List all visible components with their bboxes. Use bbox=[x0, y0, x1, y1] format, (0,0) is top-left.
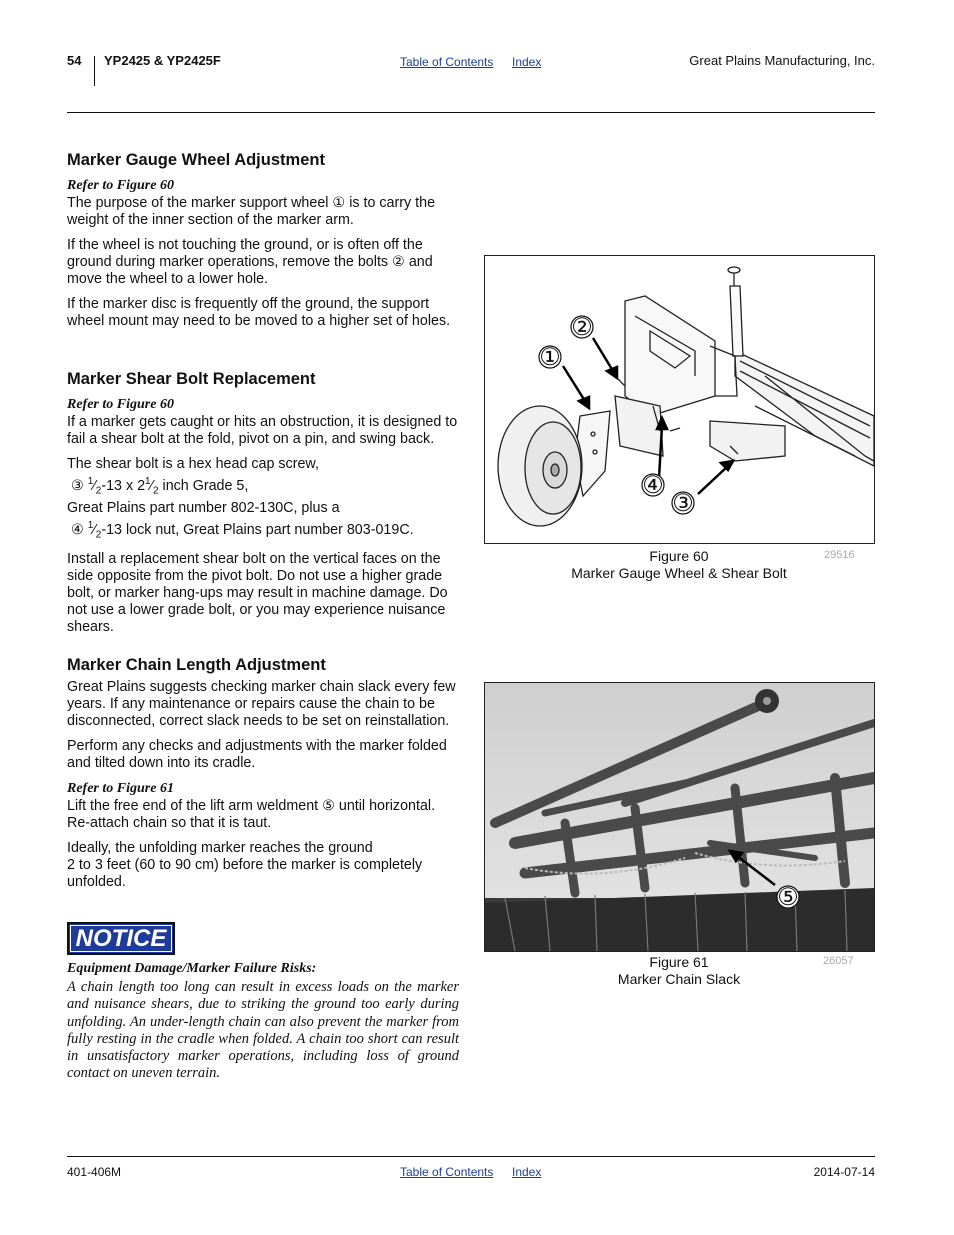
fraction-numerator: 1 bbox=[145, 476, 151, 487]
header-toc-link[interactable]: Table of Contents bbox=[400, 55, 494, 69]
paragraph bbox=[67, 840, 459, 891]
fraction-numerator: 1 bbox=[87, 519, 94, 531]
figure-60-image bbox=[484, 255, 875, 544]
gauge-wheel-illustration bbox=[485, 256, 874, 543]
chain-slack-photo bbox=[485, 683, 874, 951]
figure-60-id: 29516 bbox=[824, 549, 855, 561]
callout-1: ① bbox=[539, 344, 561, 371]
callout-4: ④ bbox=[642, 472, 664, 499]
paragraph-line: 2 to 3 feet (60 to 90 cm) before the marker is completely unfolded. bbox=[67, 857, 423, 890]
bolt-spec-line2: ③ $^1⁄_2-13$ x $2^1⁄_2$ inch Grade 5, bbox=[70, 476, 249, 497]
figure-reference: Refer to Figure 60 bbox=[67, 397, 174, 412]
doc-number: 401-406M bbox=[67, 1165, 122, 1179]
caption-number: Figure 61 bbox=[649, 954, 709, 970]
footer-toc-link[interactable]: Table of Contents bbox=[400, 1165, 494, 1179]
section-title: Marker Gauge Wheel Adjustment bbox=[67, 151, 325, 169]
section-title: Marker Chain Length Adjustment bbox=[67, 656, 326, 674]
callout-3-ref: ③ bbox=[70, 477, 84, 494]
paragraph: Install a replacement shear bolt on the vertical faces on the side opposite from the pivot bolt. Do not use a higher grade bolt, or marker hang-ups may result in machine damage. Do not use a lower grade bolt, or you may experience nuisance shears. bbox=[67, 551, 448, 636]
figure-reference: Refer to Figure 61 bbox=[67, 781, 174, 796]
company-name: Great Plains Manufacturing, Inc. bbox=[689, 53, 875, 68]
fraction-denominator: 2 bbox=[95, 485, 102, 497]
header-separator bbox=[94, 56, 95, 86]
notice-badge bbox=[67, 922, 175, 955]
fraction-denominator: 2 bbox=[152, 485, 159, 497]
paragraph: The purpose of the marker support wheel ① is to carry the weight of the inner section of the marker arm. bbox=[67, 195, 436, 228]
figure-61-id: 26057 bbox=[823, 955, 854, 967]
notice-label: NOTICE bbox=[75, 925, 167, 952]
bolt-spec-line3: Great Plains part number 802-130C, plus a bbox=[67, 499, 340, 516]
paragraph: If a marker gets caught or hits an obstruction, it is designed to fail a shear bolt at the fold, pivot on a pin, and swing back. bbox=[67, 414, 458, 447]
callout-2: ② bbox=[571, 314, 593, 341]
caption-title: Marker Chain Slack bbox=[617, 971, 741, 987]
paragraph: Lift the free end of the lift arm weldment ⑤ until horizontal. Re-attach chain so that it is taut. bbox=[67, 798, 436, 831]
bolt-spec bbox=[67, 456, 459, 543]
bolt-grade: inch Grade 5, bbox=[158, 477, 249, 494]
footer-rule bbox=[67, 1156, 875, 1157]
figure-61-image bbox=[484, 682, 875, 952]
callout-4-ref: ④ bbox=[70, 521, 84, 538]
bolt-size: -13 x 2 bbox=[101, 477, 146, 494]
header-rule bbox=[67, 112, 875, 113]
header-index-link[interactable]: Index bbox=[512, 55, 542, 69]
section-gauge-wheel bbox=[67, 150, 459, 330]
bolt-spec-line1: The shear bolt is a hex head cap screw, bbox=[67, 456, 319, 472]
page-number: 54 bbox=[67, 53, 82, 68]
notice-title: Equipment Damage/Marker Failure Risks: bbox=[67, 961, 317, 976]
model-title: YP2425 & YP2425F bbox=[104, 53, 221, 68]
paragraph: Perform any checks and adjustments with the marker folded and tilted down into its cradle. bbox=[67, 738, 447, 771]
fraction-denominator: 2 bbox=[95, 529, 102, 541]
figure-60-caption bbox=[484, 548, 874, 582]
fraction-numerator: 1 bbox=[87, 476, 94, 487]
caption-title: Marker Gauge Wheel & Shear Bolt bbox=[571, 565, 787, 581]
footer-index-link[interactable]: Index bbox=[512, 1165, 542, 1179]
bolt-spec-line4: ④ $^1⁄_2-13$ lock nut, Great Plains part number 803-019C. bbox=[70, 519, 414, 541]
section-chain-length bbox=[67, 655, 459, 891]
notice-body: A chain length too long can result in excess loads on the marker and nuisance shears, due to striking the ground too early during unfolding. An under-length chain can also prevent the marker from fully resting in the cradle when folded. A chain too short can result in unsatisfactory marker operations, including loss of ground contact on uneven terrain. bbox=[67, 979, 459, 1082]
callout-3: ③ bbox=[672, 490, 694, 517]
caption-number: Figure 60 bbox=[649, 548, 709, 564]
figure-reference: Refer to Figure 60 bbox=[67, 178, 174, 193]
paragraph: If the marker disc is frequently off the ground, the support wheel mount may need to be moved to a higher set of holes. bbox=[67, 296, 451, 329]
paragraph: If the wheel is not touching the ground, or is often off the ground during marker operations, remove the bolts ② and move the wheel to a lower hole. bbox=[67, 237, 433, 287]
section-shear-bolt bbox=[67, 369, 459, 636]
lock-nut-spec: -13 lock nut, Great Plains part number 803-019C. bbox=[101, 521, 414, 538]
figure-61-caption bbox=[484, 954, 874, 988]
section-title: Marker Shear Bolt Replacement bbox=[67, 370, 316, 388]
doc-date: 2014-07-14 bbox=[813, 1165, 875, 1179]
paragraph: Great Plains suggests checking marker chain slack every few years. If any maintenance or repairs cause the chain to be disconnected, correct slack needs to be set on reinstallation. bbox=[67, 679, 456, 729]
callout-5: ⑤ bbox=[777, 884, 799, 911]
paragraph-line: Ideally, the unfolding marker reaches the ground bbox=[67, 840, 373, 856]
